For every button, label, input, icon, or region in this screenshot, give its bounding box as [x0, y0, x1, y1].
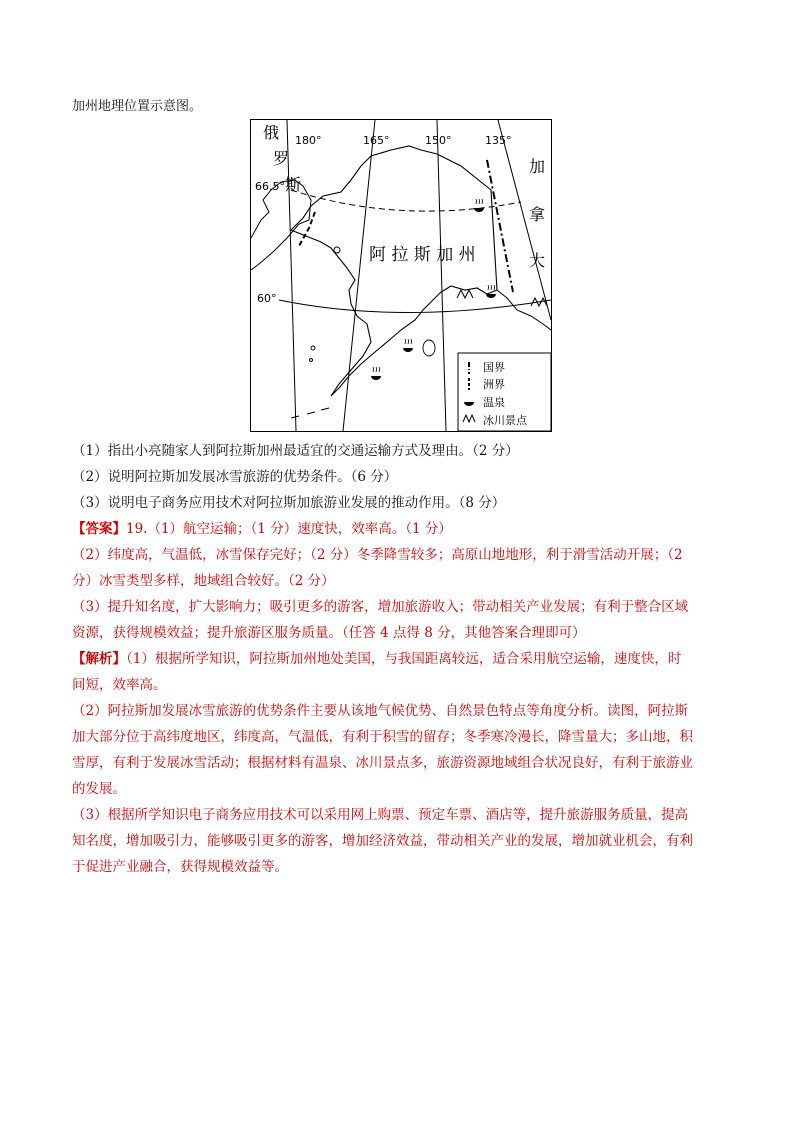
island [423, 340, 435, 356]
question-2: （2）说明阿拉斯加发展冰雪旅游的优势条件。（6 分） [72, 469, 398, 485]
aleutian-islands [291, 408, 329, 418]
answer-line-5: 资源，获得规模效益；提升旅游区服务质量。（任答 4 点得 8 分，其他答案合理即可） [72, 625, 586, 641]
answer-line-1 [72, 517, 728, 541]
canada-label-1: 加 [529, 157, 546, 176]
analysis-line-3: （2）阿拉斯加发展冰雪旅游的优势条件主要从该地气候优势、自然景色特点等角度分析。读图，阿拉斯 [72, 703, 689, 719]
answer-line-4: （3）提升知名度，扩大影响力；吸引更多的游客，增加旅游收入；带动相关产业发展；有利于整合区域 [72, 599, 689, 615]
island [310, 359, 313, 362]
analysis-line-4: 加大部分位于高纬度地区，纬度高，气温低，有利于积雪的留存；冬季寒冷漫长，降雪量大；多山地，积 [72, 729, 693, 745]
canada-coastline [497, 290, 551, 330]
lon-180-label: 180° [295, 134, 322, 147]
lat-60-label: 60° [257, 292, 277, 305]
arctic-circle-line [291, 190, 521, 211]
analysis-text: （1）根据所学知识，阿拉斯加州地处美国，与我国距离较远，适合采用航空运输，速度快，时 [126, 651, 682, 667]
legend-label: 冰川景点 [483, 414, 527, 427]
hot-spring-icon [371, 367, 381, 380]
answer-text: 19.（1）航空运输；（1 分）速度快，效率高。（1 分） [126, 521, 452, 537]
lon-135-label: 135° [485, 134, 512, 147]
figure-caption: 加州地理位置示意图。 [72, 99, 203, 114]
lon-150-line [437, 120, 446, 431]
legend-label: 国界 [483, 361, 505, 374]
map-legend [458, 353, 551, 431]
answer-tag: 【答案】 [72, 521, 126, 537]
question-1: （1）指出小亮随家人到阿拉斯加州最适宜的交通运输方式及理由。（2 分） [72, 443, 519, 459]
glacier-icon [457, 290, 473, 298]
russia-label-2: 罗 [273, 149, 290, 168]
russia-label-3: 斯 [285, 175, 302, 194]
hot-spring-icon [403, 339, 413, 352]
analysis-line-1 [72, 647, 728, 671]
lon-165-line [343, 120, 375, 431]
analysis-line-5: 雪厚，有利于发展冰雪活动；根据材料有温泉、冰川景点多，旅游资源地域组合状况良好，有利于旅游业 [72, 755, 693, 771]
lon-165-label: 165° [363, 134, 390, 147]
legend-label: 洲界 [483, 378, 505, 391]
hot-spring-icon [474, 199, 484, 212]
analysis-line-8: 知名度，增加吸引力，能够吸引更多的游客，增加经济效益，带动相关产业的发展，增加就业机会，有利 [72, 833, 693, 849]
alaska-map [250, 119, 552, 432]
analysis-line-7: （3）根据所学知识电子商务应用技术可以采用网上购票、预定车票、酒店等，提升旅游服务质量，提高 [72, 807, 689, 823]
island [334, 247, 340, 253]
canada-label-3: 大 [529, 251, 546, 270]
analysis-line-9: 于促进产业融合，获得规模效益等。 [72, 859, 288, 875]
legend-label: 温泉 [483, 396, 505, 409]
national-border-line [487, 160, 513, 292]
lat-665-label: 66.5° [255, 180, 285, 193]
analysis-tag: 【解析】 [72, 651, 126, 667]
analysis-line-6: 的发展。 [72, 781, 126, 797]
state-border-line [299, 212, 315, 246]
analysis-line-2: 间短，效率高。 [72, 677, 167, 693]
alaska-label: 阿 拉 斯 加 州 [369, 245, 476, 265]
answer-line-2: （2）纬度高，气温低，冰雪保存完好；（2 分）冬季降雪较多；高原山地地形，利于滑雪活动开展；（2 [72, 547, 683, 563]
lon-150-label: 150° [425, 134, 452, 147]
question-3: （3）说明电子商务应用技术对阿拉斯加旅游业发展的推动作用。（8 分） [72, 495, 506, 511]
russia-label-1: 俄 [263, 123, 280, 142]
canada-label-2: 拿 [529, 205, 546, 224]
island [311, 346, 315, 350]
answer-line-3: 分）冰雪类型多样，地域组合较好。（2 分） [72, 573, 335, 589]
